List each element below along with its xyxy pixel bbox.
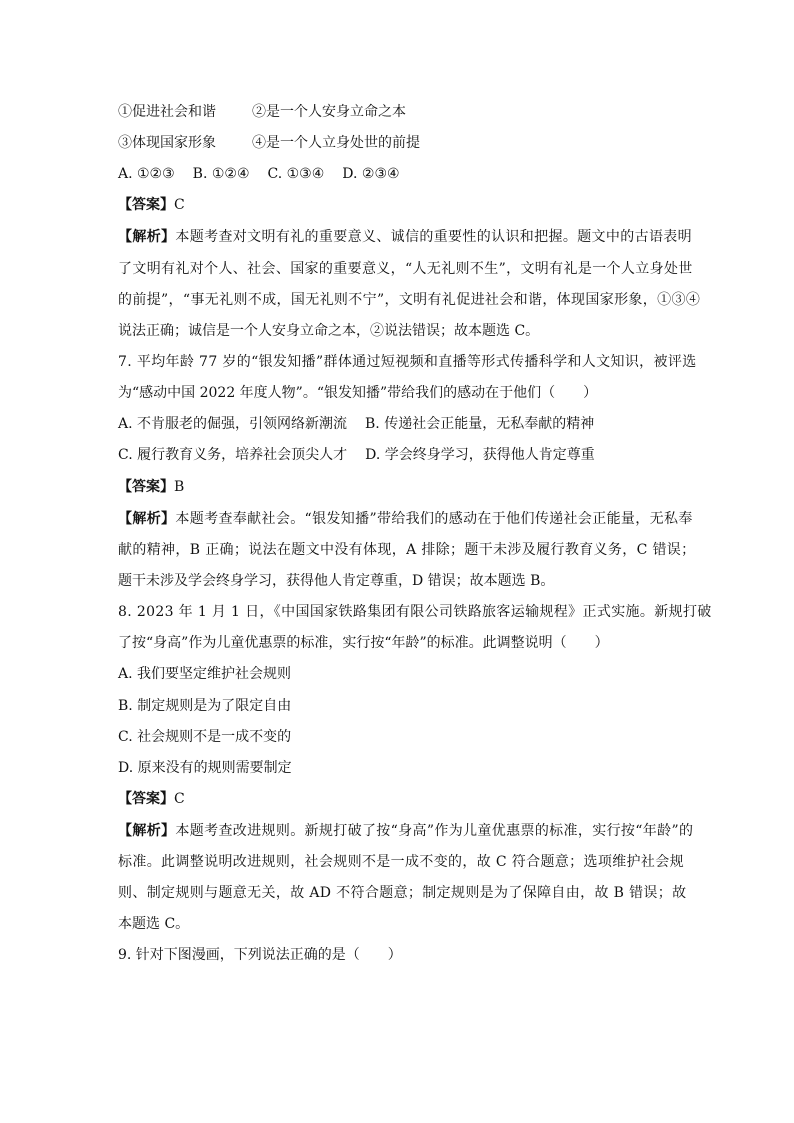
q8-stem-line-1: 8. 2023 年 1 月 1 日，《中国国家铁路集团有限公司铁路旅客运输规程》正式实施。新规打破: [118, 604, 712, 620]
q6-option-1: ①促进社会和谐: [118, 104, 216, 120]
q8-answer-value: C: [174, 791, 185, 807]
q8-analysis-line-4: 本题选 C。: [118, 916, 190, 932]
q7-choice-row-1: [118, 415, 594, 433]
q7-answer-label: 【答案】: [118, 479, 174, 495]
q6-answer-label: 【答案】: [118, 197, 174, 213]
q8-analysis-line-1: [118, 822, 693, 840]
q6-analysis-line-1: [118, 228, 692, 246]
q9-stem: 9. 针对下图漫画，下列说法正确的是（ ）: [118, 947, 402, 963]
q8-analysis-line-3: 则、制定规则与题意无关，故 AD 不符合题意；制定规则是为了保障自由，故 B 错误；故: [118, 885, 687, 901]
q7-choice-a: A. 不肯服老的倔强，引领网络新潮流: [118, 416, 348, 432]
q7-choice-row-2: [118, 446, 595, 464]
q8-choice-b: B. 制定规则是为了限定自由: [118, 698, 292, 714]
q7-analysis-label: 【解析】: [118, 511, 176, 527]
q6-option-2: ②是一个人安身立命之本: [252, 104, 406, 120]
q7-answer: [118, 478, 184, 496]
q6-choices: [118, 165, 400, 183]
q6-option-row-1: [118, 103, 406, 121]
q6-answer-value: C: [174, 197, 185, 213]
q8-answer: [118, 790, 185, 808]
q6-choice-b: B. ①②④: [192, 166, 250, 182]
q6-option-4: ④是一个人立身处世的前提: [252, 135, 420, 151]
q7-analysis-text: 本题考查奉献社会。“银发知播”带给我们的感动在于他们传递社会正能量，无私奉: [175, 511, 693, 527]
q6-analysis-line-2: 了文明有礼对个人、社会、国家的重要意义，“人无礼则不生”，文明有礼是一个人立身处世: [118, 261, 693, 277]
q8-choice-a: A. 我们要坚定维护社会规则: [118, 666, 292, 682]
q7-choice-c: C. 履行教育义务，培养社会顶尖人才: [118, 447, 348, 463]
q7-stem-line-2: 为“感动中国 2022 年度人物”。“银发知播”带给我们的感动在于他们（ ）: [118, 385, 598, 401]
q7-stem-line-1: 7. 平均年龄 77 岁的“银发知播”群体通过短视频和直播等形式传播科学和人文知识，被评选: [118, 354, 697, 370]
q6-answer: [118, 196, 185, 214]
q8-analysis-text: 本题考查改进规则。新规打破了按“身高”作为儿童优惠票的标准，实行按“年龄”的: [175, 823, 694, 839]
q6-option-row-2: [118, 134, 420, 152]
q6-choice-d: D. ②③④: [342, 166, 400, 182]
q6-analysis-label: 【解析】: [118, 229, 176, 245]
q6-option-3: ③体现国家形象: [118, 135, 216, 151]
q7-answer-value: B: [174, 479, 185, 495]
q6-analysis-text: 本题考查对文明有礼的重要意义、诚信的重要性的认识和把握。题文中的古语表明: [175, 229, 693, 245]
q6-analysis-line-3: 的前提”，“事无礼则不成，国无礼则不宁”，文明有礼促进社会和谐，体现国家形象，①③④: [118, 292, 701, 308]
q8-analysis-line-2: 标准。此调整说明改进规则，社会规则不是一成不变的，故 C 符合题意；选项维护社会规: [118, 854, 684, 870]
q8-choice-c: C. 社会规则不是一成不变的: [118, 729, 292, 745]
q7-analysis-line-2: 献的精神，B 正确；说法在题文中没有体现，A 排除；题干未涉及履行教育义务，C 错误；: [118, 542, 696, 558]
q7-choice-b: B. 传递社会正能量，无私奉献的精神: [365, 416, 595, 432]
q8-stem-line-2: 了按“身高”作为儿童优惠票的标准，实行按“年龄”的标准。此调整说明（ ）: [118, 635, 609, 651]
q8-analysis-label: 【解析】: [118, 823, 176, 839]
q6-choice-c: C. ①③④: [267, 166, 325, 182]
q8-choice-d: D. 原来没有的规则需要制定: [118, 760, 292, 776]
q6-analysis-line-4: 说法正确；诚信是一个人安身立命之本，②说法错误；故本题选 C。: [118, 323, 540, 339]
q6-choice-a: A. ①②③: [118, 166, 175, 182]
q7-analysis-line-3: 题干未涉及学会终身学习，获得他人肯定尊重，D 错误；故本题选 B。: [118, 573, 555, 589]
q8-answer-label: 【答案】: [118, 791, 174, 807]
q7-choice-d: D. 学会终身学习，获得他人肯定尊重: [365, 447, 595, 463]
q7-analysis-line-1: [118, 510, 693, 528]
